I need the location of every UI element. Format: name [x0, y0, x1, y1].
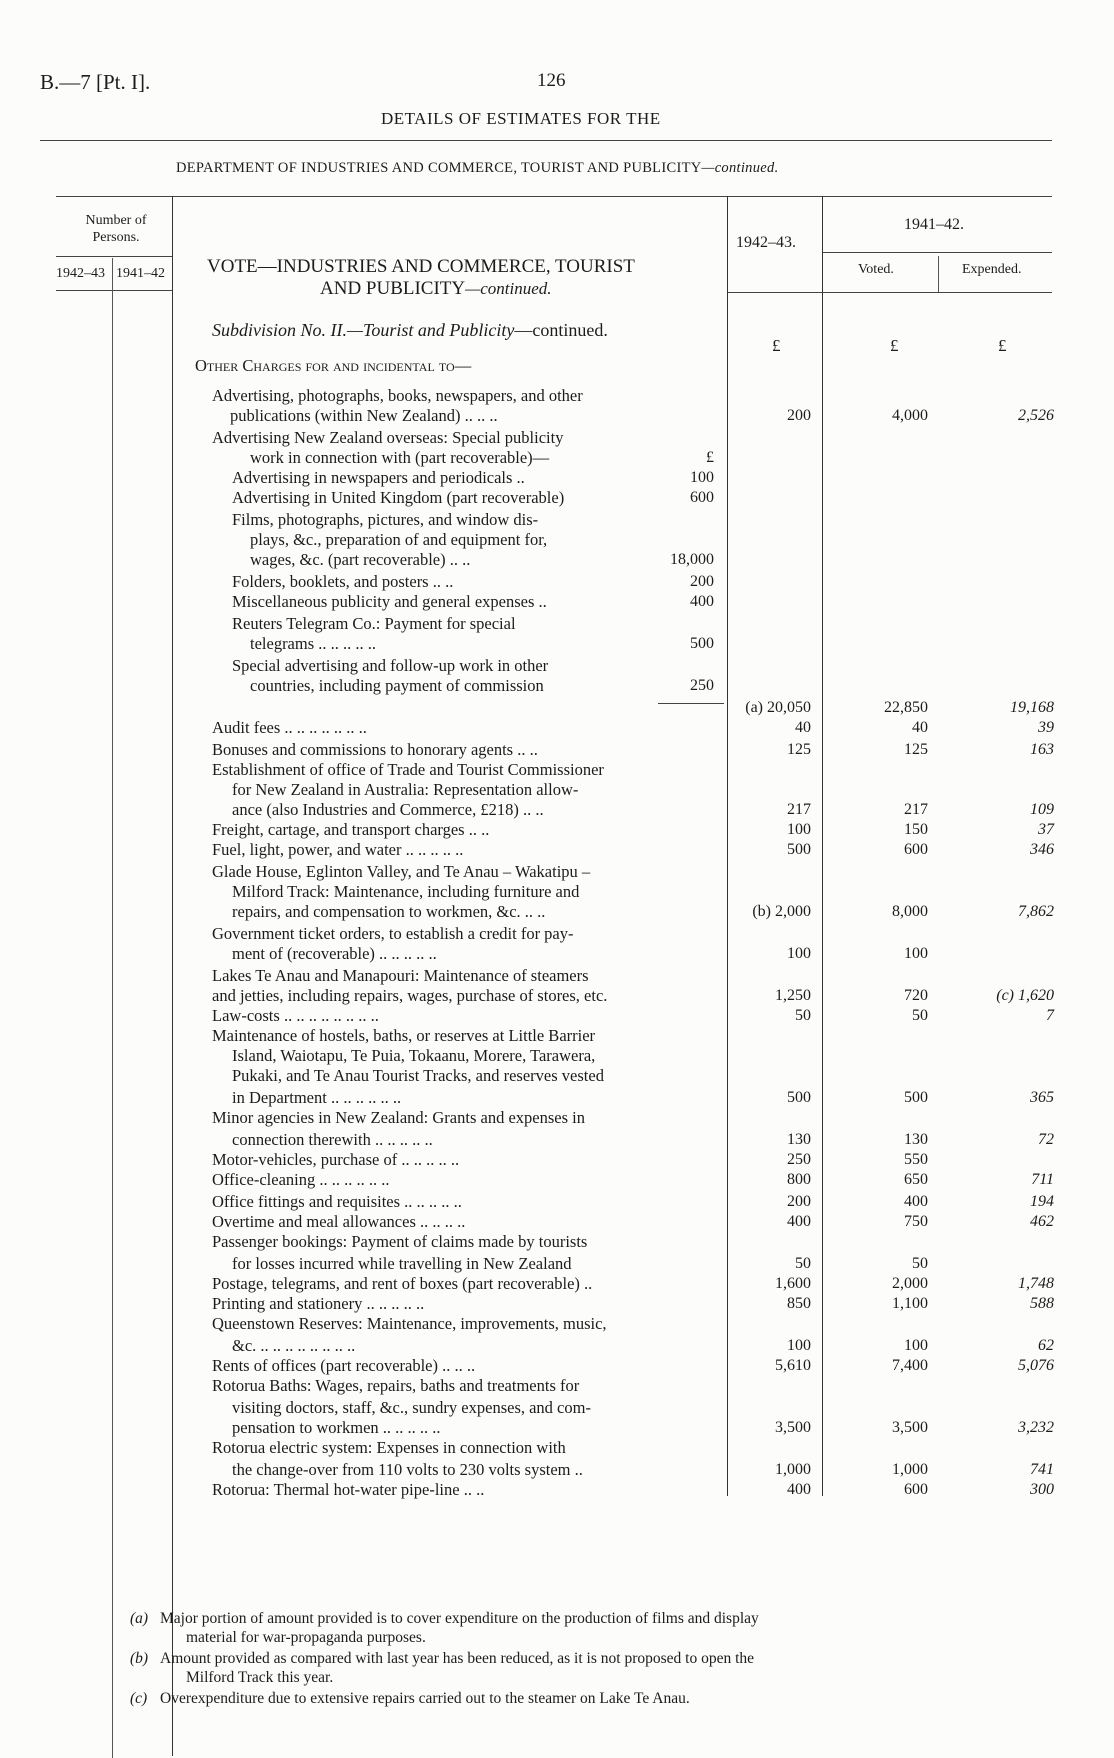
department-name: DEPARTMENT OF INDUSTRIES AND COMMERCE, TOURIST AND PUBLICITY — [176, 160, 702, 176]
line-text: Films, photographs, pictures, and window dis- — [232, 510, 539, 529]
line-text: Advertising in newspapers and periodicals .. — [232, 468, 525, 487]
voted-amount: 8,000 — [892, 903, 928, 920]
estimate-amount: 125 — [787, 741, 811, 758]
line-text: Milford Track: Maintenance, including furniture and — [232, 882, 580, 901]
estimate-amount: 1,000 — [775, 1461, 811, 1478]
estimate-amount: 200 — [787, 407, 811, 424]
line-text: wages, &c. (part recoverable) .. .. — [250, 550, 471, 569]
line-text: Advertising, photographs, books, newspapers, and other — [212, 386, 583, 405]
expended-amount: 163 — [1030, 741, 1054, 758]
estimate-amount: 200 — [787, 1193, 811, 1210]
inner-amount: 200 — [690, 573, 714, 590]
voted-amount: 650 — [904, 1171, 928, 1188]
line-text: repairs, and compensation to workmen, &c. .. .. — [232, 902, 546, 921]
line-text: Advertising in United Kingdom (part recoverable) — [232, 488, 565, 507]
estimate-amount: 3,500 — [775, 1419, 811, 1436]
expended-amount: (c) 1,620 — [996, 987, 1054, 1004]
voted-amount: 2,000 — [892, 1275, 928, 1292]
persons-col-a: 1942–43 — [56, 266, 105, 281]
line-text: Pukaki, and Te Anau Tourist Tracks, and reserves vested — [232, 1066, 604, 1085]
estimate-amount: 100 — [787, 1337, 811, 1354]
voted-expended-divider — [938, 256, 939, 292]
expended-amount: 300 — [1030, 1481, 1054, 1498]
line-text: Miscellaneous publicity and general expenses .. — [232, 592, 547, 611]
line-text: ance (also Industries and Commerce, £218) .. .. — [232, 800, 544, 819]
persons-right-border — [172, 196, 173, 1756]
voted-amount: 100 — [904, 1337, 928, 1354]
estimate-amount: 50 — [795, 1007, 811, 1024]
line-text: Office fittings and requisites .. .. .. .. .. — [212, 1192, 462, 1211]
inner-amount: 400 — [690, 593, 714, 610]
line-text: Lakes Te Anau and Manapouri: Maintenance of steamers — [212, 966, 589, 985]
voted-amount: 40 — [912, 719, 928, 736]
line-text: Bonuses and commissions to honorary agents .. .. — [212, 740, 538, 759]
voted-amount: 1,100 — [892, 1295, 928, 1312]
line-text: Postage, telegrams, and rent of boxes (part recoverable) .. — [212, 1274, 593, 1293]
estimate-amount: (b) 2,000 — [752, 903, 811, 920]
vote-heading-line2-text: AND PUBLICITY — [320, 278, 466, 299]
line-text: Rotorua electric system: Expenses in connection with — [212, 1438, 566, 1457]
line-text: countries, including payment of commission — [250, 676, 544, 695]
line-text: Minor agencies in New Zealand: Grants and expenses in — [212, 1108, 585, 1127]
line-text: visiting doctors, staff, &c., sundry expenses, and com- — [232, 1398, 591, 1417]
expended-amount: 365 — [1030, 1089, 1054, 1106]
prev-header-rule — [822, 252, 1052, 253]
expended-amount: 5,076 — [1018, 1357, 1054, 1374]
persons-header-rule — [56, 256, 172, 257]
expended-amount: 62 — [1038, 1337, 1054, 1354]
line-text: Law-costs .. .. .. .. .. .. .. .. — [212, 1006, 379, 1025]
vote-heading-line2 — [320, 278, 552, 300]
voted-col-header: Voted. — [858, 262, 894, 277]
inner-amount: 18,000 — [670, 551, 714, 568]
expended-col-header: Expended. — [962, 262, 1022, 277]
footnote-continuation: material for war-propaganda purposes. — [186, 1629, 426, 1646]
line-text: &c. .. .. .. .. .. .. .. .. — [232, 1336, 356, 1355]
voted-amount: 750 — [904, 1213, 928, 1230]
line-text: Establishment of office of Trade and Tourist Commissioner — [212, 760, 604, 779]
line-text: Passenger bookings: Payment of claims made by tourists — [212, 1232, 588, 1251]
estimate-amount: 500 — [787, 841, 811, 858]
inner-amount: 600 — [690, 489, 714, 506]
voted-amount: 3,500 — [892, 1419, 928, 1436]
line-text: the change-over from 110 volts to 230 volts system .. — [232, 1460, 583, 1479]
expended-amount: 7,862 — [1018, 903, 1054, 920]
vote-heading-line1: VOTE—INDUSTRIES AND COMMERCE, TOURIST — [207, 256, 635, 277]
line-text: Audit fees .. .. .. .. .. .. .. — [212, 718, 367, 737]
line-text: Rents of offices (part recoverable) .. .. .. — [212, 1356, 476, 1375]
voted-amount: 720 — [904, 987, 928, 1004]
voted-amount: 550 — [904, 1151, 928, 1168]
expended-amount: 39 — [1038, 719, 1054, 736]
voted-amount: 600 — [904, 1481, 928, 1498]
other-charges-heading: Other Charges for and incidental to— — [195, 356, 472, 375]
expended-amount: 37 — [1038, 821, 1054, 838]
inner-amount: 100 — [690, 469, 714, 486]
line-text: Advertising New Zealand overseas: Special publicity — [212, 428, 564, 447]
department-suffix: —continued. — [701, 160, 779, 176]
persons-header: Number of Persons. — [85, 213, 147, 245]
expended-amount: 19,168 — [1010, 699, 1054, 716]
persons-subheader-rule — [56, 290, 172, 291]
estimate-amount: 100 — [787, 945, 811, 962]
line-text: Overtime and meal allowances .. .. .. .. — [212, 1212, 466, 1231]
estimate-amount: 250 — [787, 1151, 811, 1168]
page-number: 126 — [537, 70, 566, 91]
voted-amount: 100 — [904, 945, 928, 962]
voted-amount: 125 — [904, 741, 928, 758]
voted-amount: 500 — [904, 1089, 928, 1106]
department-heading — [176, 160, 779, 177]
line-text: Rotorua Baths: Wages, repairs, baths and treatments for — [212, 1376, 580, 1395]
estimate-amount: 800 — [787, 1171, 811, 1188]
estimate-amount: 1,600 — [775, 1275, 811, 1292]
line-text: in Department .. .. .. .. .. .. — [232, 1088, 402, 1107]
line-text: and jetties, including repairs, wages, purchase of stores, etc. — [212, 986, 608, 1005]
line-text: Office-cleaning .. .. .. .. .. .. — [212, 1170, 390, 1189]
expended-amount: 7 — [1046, 1007, 1054, 1024]
pound-sign-voted: £ — [890, 336, 899, 355]
footnote-mark: (a) — [130, 1610, 149, 1627]
voted-amount: 50 — [912, 1007, 928, 1024]
expended-amount: 3,232 — [1018, 1419, 1054, 1436]
line-text: Motor-vehicles, purchase of .. .. .. .. .. — [212, 1150, 460, 1169]
expended-amount: 109 — [1030, 801, 1054, 818]
footnote-text: Major portion of amount provided is to cover expenditure on the production of films and display — [160, 1610, 759, 1627]
estimate-amount: 1,250 — [775, 987, 811, 1004]
line-text: connection therewith .. .. .. .. .. — [232, 1130, 433, 1149]
line-text: telegrams .. .. .. .. .. — [250, 634, 377, 653]
subdivision-suffix: —continued. — [514, 320, 608, 340]
line-text: Island, Waiotapu, Te Puia, Tokaanu, Morere, Tarawera, — [232, 1046, 596, 1065]
estimate-amount: 5,610 — [775, 1357, 811, 1374]
estimate-amount: 100 — [787, 821, 811, 838]
expended-amount: 741 — [1030, 1461, 1054, 1478]
prev-col-header: 1941–42. — [904, 216, 964, 233]
estimate-amount: (a) 20,050 — [745, 699, 811, 716]
voted-amount: 4,000 — [892, 407, 928, 424]
estimate-amount: 50 — [795, 1255, 811, 1272]
estimate-amount: 40 — [795, 719, 811, 736]
line-text: pensation to workmen .. .. .. .. .. — [232, 1418, 441, 1437]
footnote-mark: (b) — [130, 1650, 149, 1667]
line-text: Queenstown Reserves: Maintenance, improvements, music, — [212, 1314, 607, 1333]
inner-amount: £ — [706, 449, 714, 466]
persons-col-b: 1941–42 — [116, 266, 165, 281]
pound-sign-expended: £ — [998, 336, 1007, 355]
inner-amount: 500 — [690, 635, 714, 652]
persons-divider — [112, 258, 113, 1758]
footnote-text: Overexpenditure due to extensive repairs carried out to the steamer on Lake Te Anau. — [160, 1690, 690, 1707]
line-text: work in connection with (part recoverable)— — [250, 448, 550, 467]
table-top-rule — [56, 196, 1052, 197]
voted-amount: 150 — [904, 821, 928, 838]
estimate-amount: 400 — [787, 1481, 811, 1498]
estimate-amount: 500 — [787, 1089, 811, 1106]
line-text: for New Zealand in Australia: Representation allow- — [232, 780, 579, 799]
expended-amount: 194 — [1030, 1193, 1054, 1210]
page-title: DETAILS OF ESTIMATES FOR THE — [381, 109, 661, 128]
voted-amount: 7,400 — [892, 1357, 928, 1374]
line-text: for losses incurred while travelling in New Zealand — [232, 1254, 572, 1273]
line-text: Freight, cartage, and transport charges .. .. — [212, 820, 490, 839]
estimate-amount: 400 — [787, 1213, 811, 1230]
line-text: Printing and stationery .. .. .. .. .. — [212, 1294, 425, 1313]
line-text: plays, &c., preparation of and equipment for, — [250, 530, 548, 549]
subdivision-text: Subdivision No. II.—Tourist and Publicity — [212, 320, 515, 340]
line-text: ment of (recoverable) .. .. .. .. .. — [232, 944, 437, 963]
expended-amount: 588 — [1030, 1295, 1054, 1312]
line-text: Folders, booklets, and posters .. .. — [232, 572, 454, 591]
expended-amount: 2,526 — [1018, 407, 1054, 424]
expended-amount: 462 — [1030, 1213, 1054, 1230]
estimate-amount: 217 — [787, 801, 811, 818]
subdivision-heading — [212, 320, 608, 341]
voted-amount: 1,000 — [892, 1461, 928, 1478]
footnote-continuation: Milford Track this year. — [186, 1669, 334, 1686]
expended-amount: 1,748 — [1018, 1275, 1054, 1292]
expended-amount: 346 — [1030, 841, 1054, 858]
voted-amount: 400 — [904, 1193, 928, 1210]
voted-amount: 50 — [912, 1255, 928, 1272]
line-text: Glade House, Eglinton Valley, and Te Anau – Wakatipu – — [212, 862, 591, 881]
footnote-text: Amount provided as compared with last year has been reduced, as it is not proposed to open the — [160, 1650, 755, 1667]
line-text: Government ticket orders, to establish a credit for pay- — [212, 924, 574, 943]
line-text: Maintenance of hostels, baths, or reserves at Little Barrier — [212, 1026, 596, 1045]
est-col-header: 1942–43. — [736, 234, 796, 251]
line-text: publications (within New Zealand) .. .. .. — [230, 406, 498, 425]
voted-amount: 217 — [904, 801, 928, 818]
voted-amount: 600 — [904, 841, 928, 858]
inner-amount: 250 — [690, 677, 714, 694]
estimate-amount: 130 — [787, 1131, 811, 1148]
expended-amount: 72 — [1038, 1131, 1054, 1148]
voted-amount: 130 — [904, 1131, 928, 1148]
line-text: Fuel, light, power, and water .. .. .. .. .. — [212, 840, 464, 859]
line-text: Rotorua: Thermal hot-water pipe-line .. .. — [212, 1480, 485, 1499]
vote-heading-line2-suffix: —continued. — [465, 279, 552, 298]
document-reference: B.—7 [Pt. I]. — [40, 70, 151, 94]
line-text: Special advertising and follow-up work in other — [232, 656, 549, 675]
footnote-mark: (c) — [130, 1690, 148, 1707]
pound-sign-est: £ — [772, 336, 781, 355]
header-rule — [40, 140, 1052, 141]
amount-header-rule — [728, 292, 1052, 293]
expended-amount: 711 — [1031, 1171, 1054, 1188]
estimate-amount: 850 — [787, 1295, 811, 1312]
line-text: Reuters Telegram Co.: Payment for special — [232, 614, 516, 633]
voted-amount: 22,850 — [884, 699, 928, 716]
